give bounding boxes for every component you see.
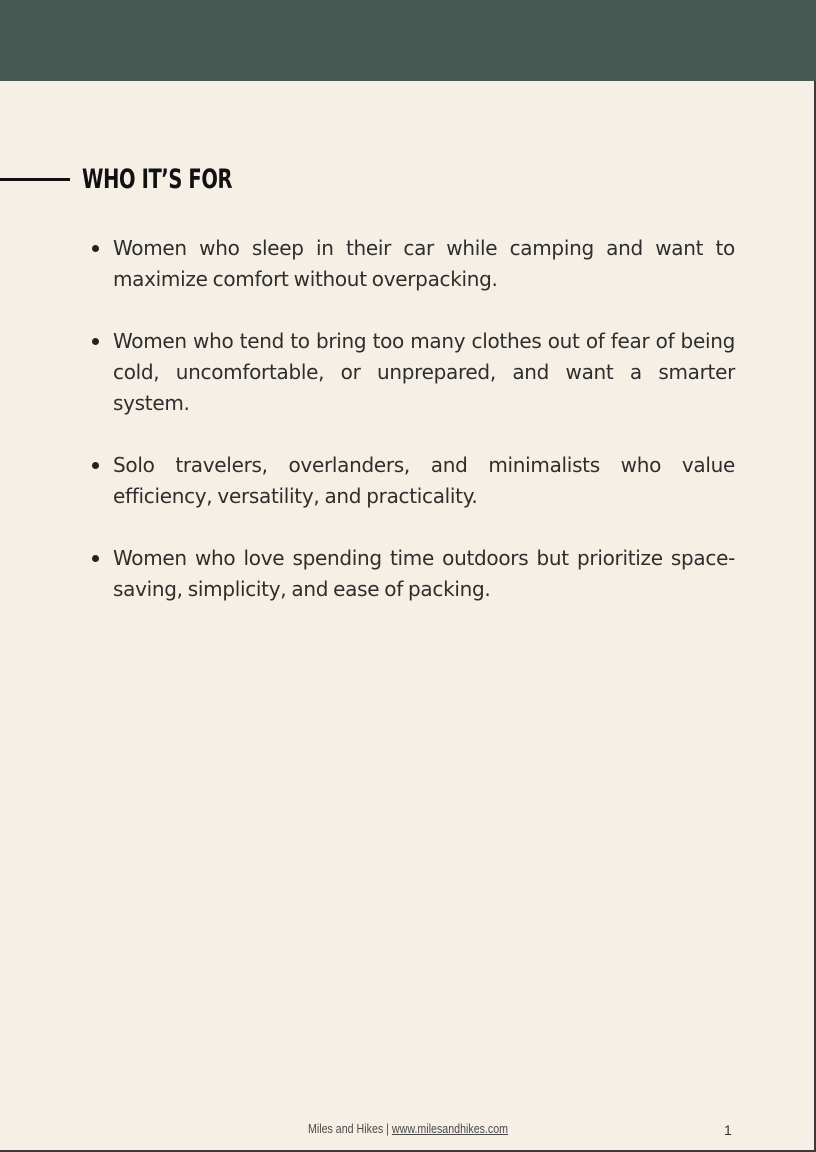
list-item	[90, 450, 735, 512]
section-heading: WHO IT’S FOR	[82, 164, 233, 195]
bullet-icon	[92, 245, 99, 252]
list-item	[90, 543, 735, 605]
list-item-text: Women who sleep in their car while camping and want to maximize comfort without overpacking.	[113, 236, 735, 291]
bullet-icon	[92, 462, 99, 469]
page-footer	[0, 1118, 816, 1144]
footer-credit	[0, 1121, 816, 1136]
header-band	[0, 0, 816, 81]
list-item-text: Women who tend to bring too many clothes out of fear of being cold, uncomfortable, or unprepared, and want a smarter system.	[113, 329, 735, 415]
list-item	[90, 326, 735, 419]
bullet-icon	[92, 555, 99, 562]
list-item-text: Women who love spending time outdoors but prioritize space-saving, simplicity, and ease of packing.	[113, 546, 735, 601]
page-number: 1	[724, 1122, 732, 1138]
footer-separator: |	[386, 1121, 389, 1136]
website-link[interactable]: www.milesandhikes.com	[391, 1121, 509, 1136]
audience-list	[90, 233, 735, 636]
footer-brand: Miles and Hikes	[307, 1121, 384, 1136]
bullet-icon	[92, 338, 99, 345]
list-item	[90, 233, 735, 295]
heading-rule-line	[0, 178, 70, 181]
list-item-text: Solo travelers, overlanders, and minimalists who value efficiency, versatility, and practicality.	[113, 453, 735, 508]
